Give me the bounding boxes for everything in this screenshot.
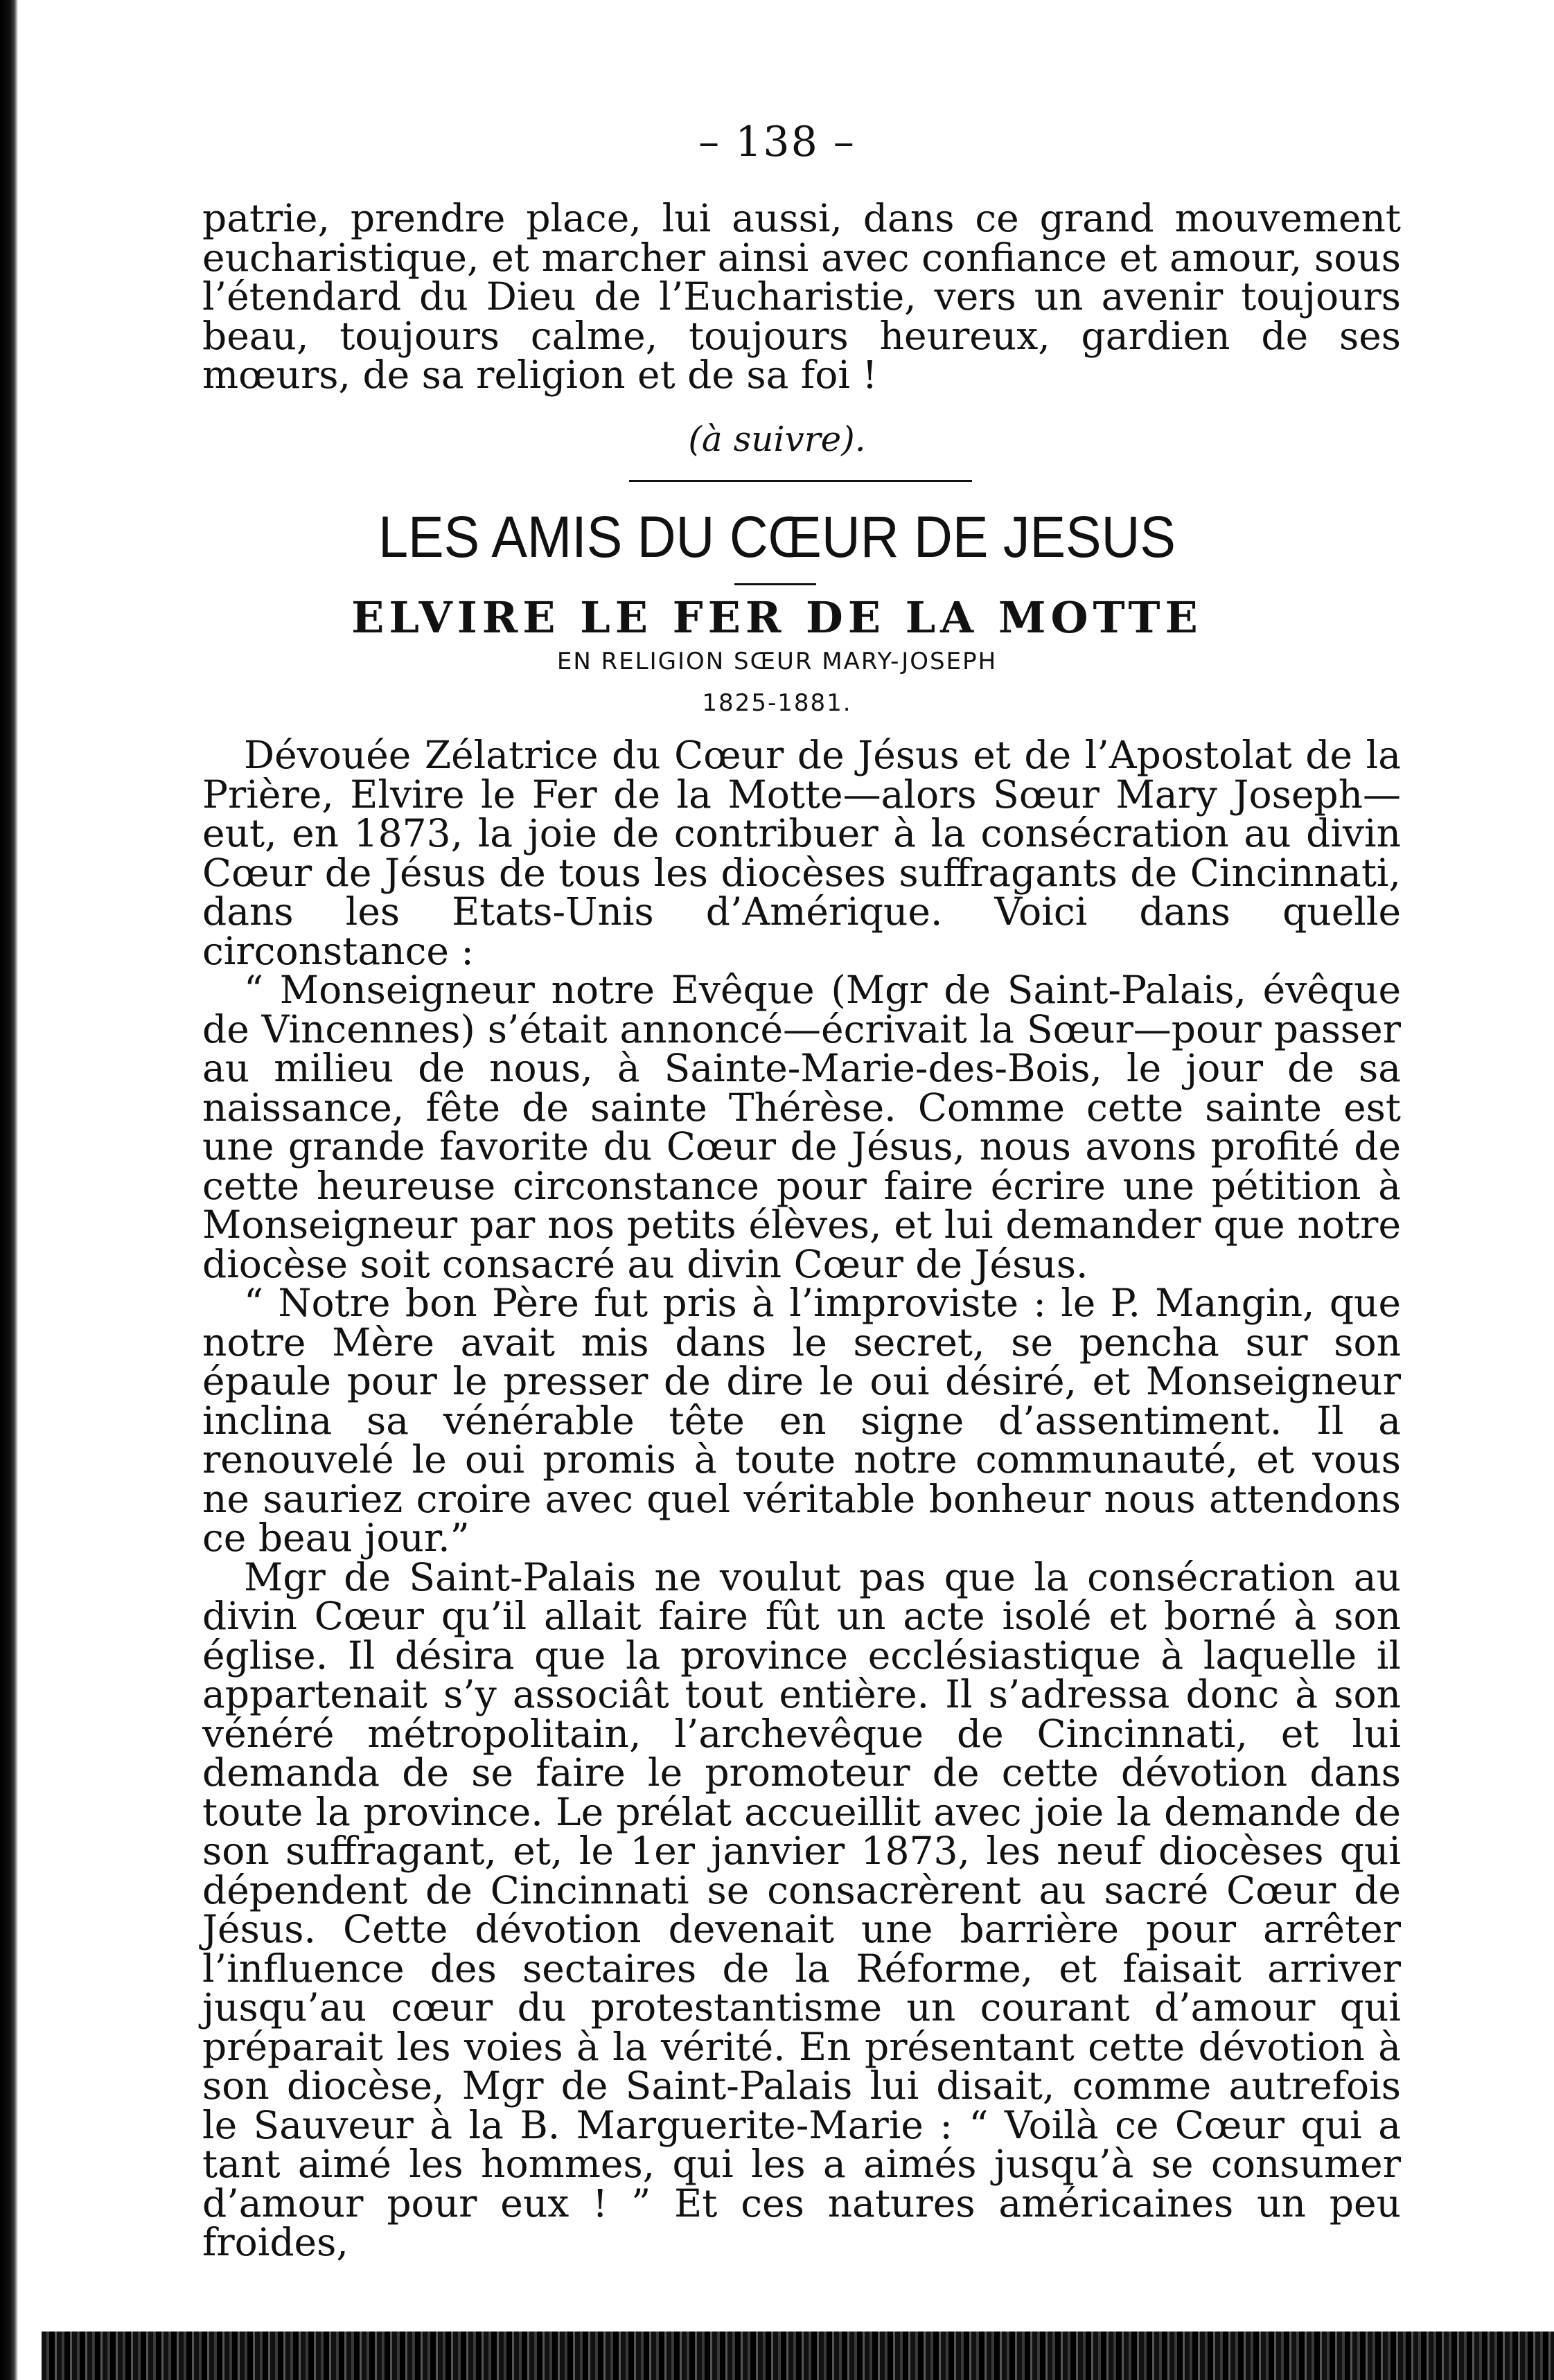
body-paragraph: “ Notre bon Père fut pris à l’improviste : le P. Mangin, que notre Mère avait mis dans le secret, se pencha sur son épaule pour le presser de dire le oui désiré, et Monseigneur inclina sa vénérable tête en signe d’assentiment. Il a renouvelé le oui promis à toute notre communauté, et vous ne sauriez croire avec quel véritable bonheur nous attendons ce beau jour.” — [202, 1281, 1401, 1560]
scan-edge-left — [0, 0, 18, 2380]
article-title: LES AMIS DU CŒUR DE JESUS — [378, 504, 1176, 569]
continued-paragraph — [202, 196, 1401, 397]
article-body — [202, 733, 1401, 2264]
body-paragraph: Mgr de Saint-Palais ne voulut pas que la consécration au divin Cœur qu’il allait faire fût un acte isolé et borné à son église. Il désira que la province ecclésiastique à laquelle il appartenait s’y associât tout entière. Il s’adressa donc à son vénéré métropolitain, l’archevêque de Cincinnati, et lui demanda de se faire le promoteur de cette dévotion dans toute la province. Le prélat accueillit avec joie la demande de son suffragant, et, le 1er janvier 1873, les neuf diocèses qui dépendent de Cincinnati se consacrèrent au sacré Cœur de Jésus. Cette dévotion devenait une barrière pour arrêter l’influence des sectaires de la Réforme, et faisait arriver jusqu’au cœur du protestantisme un courant d’amour qui préparait les voies à la vérité. En présentant cette dévotion à son diocèse, Mgr de Saint-Palais lui disait, comme autrefois le Sauveur à la B. Marguerite-Marie : “ Voilà ce Cœur qui a tant aimé les hommes, qui les a aimés jusqu’à se consumer d’amour pour eux ! ” Et ces natures américaines un peu froides, — [202, 1554, 1401, 2264]
to-be-continued-note: (à suivre). — [688, 419, 866, 459]
title-underline — [734, 583, 816, 585]
article-subject: ELVIRE LE FER DE LA MOTTE — [351, 592, 1203, 643]
scan-edge-bottom — [42, 2332, 1554, 2380]
section-divider — [629, 480, 972, 482]
body-paragraph: “ Monseigneur notre Evêque (Mgr de Saint-Palais, évêque de Vincennes) s’était annoncé—écrivait la Sœur—pour passer au milieu de nous, à Sainte-Marie-des-Bois, le jour de sa naissance, fête de sainte Thérèse. Comme cette sainte est une grande favorite du Cœur de Jésus, nous avons profité de cette heureuse circonstance pour faire écrire une pétition à Monseigneur par nos petits élèves, et lui demander que notre diocèse soit consacré au divin Cœur de Jésus. — [202, 968, 1401, 1286]
religious-name: EN RELIGION SŒUR MARY-JOSEPH — [556, 648, 998, 675]
body-paragraph: Dévouée Zélatrice du Cœur de Jésus et de l’Apostolat de la Prière, Elvire le Fer de la Motte—alors Sœur Mary Joseph—eut, en 1873, la joie de contribuer à la consécration au divin Cœur de Jésus de tous les diocèses suffragants de Cincinnati, dans les Etats-Unis d’Amérique. Voici dans quelle circonstance : — [202, 733, 1401, 973]
life-dates: 1825-1881. — [702, 689, 852, 717]
continued-paragraph-text: patrie, prendre place, lui aussi, dans ce grand mouvement eucharistique, et marcher ainsi avec confiance et amour, sous l’étendard du Dieu de l’Eucharistie, vers un avenir toujours beau, toujours calme, toujours heureux, gardien de ses mœurs, de sa religion et de sa foi ! — [202, 196, 1401, 397]
page-number: – 138 – — [698, 118, 856, 166]
